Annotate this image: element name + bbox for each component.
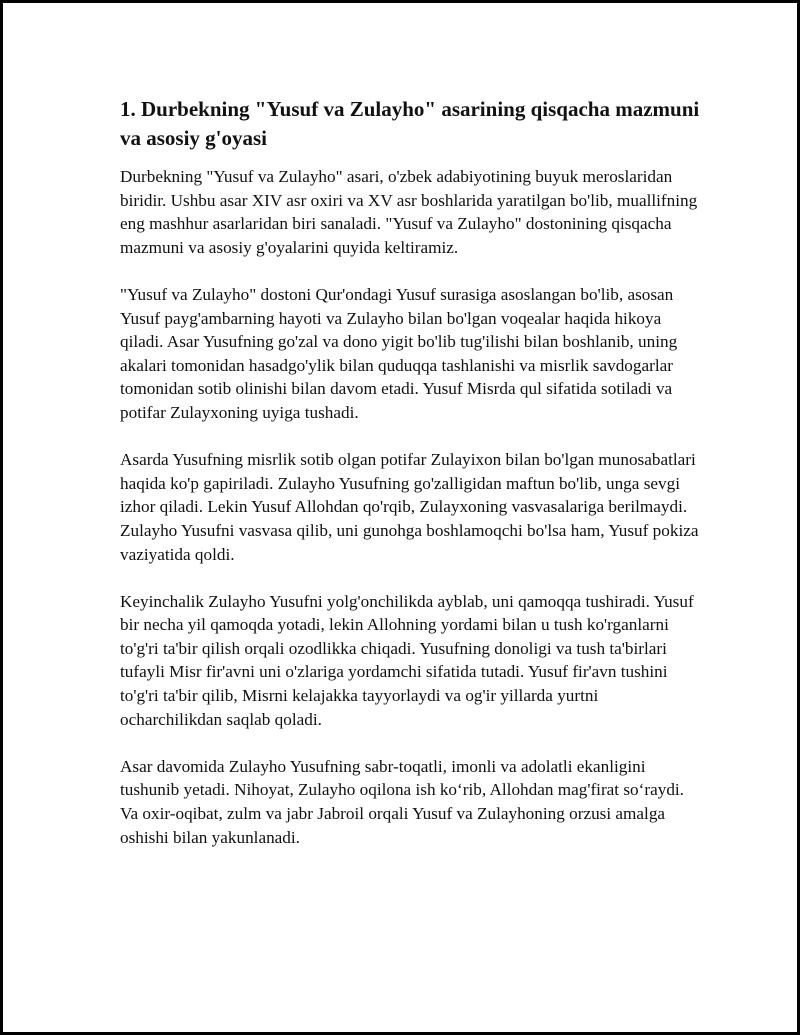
document-body — [120, 95, 700, 873]
paragraph-relations: Asarda Yusufning misrlik sotib olgan potifar Zulayixon bilan bo'lgan munosabatlari haqida ko'p gapiriladi. Zulayho Yusufning go'zalligidan maftun bo'lib, unga sevgi izhor qiladi. Lekin Yusuf Allohdan qo'rqib, Zulayxoning vasvasalariga berilmaydi. Zulayho Yusufni vasvasa qilib, uni gunohga boshlamoqchi bo'lsa ham, Yusuf pokiza vaziyatida qoldi. — [120, 450, 699, 564]
paragraph-intro: Durbekning "Yusuf va Zulayho" asari, o'zbek adabiyotining buyuk meroslaridan biridir. Ushbu asar XIV asr oxiri va XV asr boshlarida yaratilgan bo'lib, muallifning eng mashhur asarlaridan biri sanaladi. "Yusuf va Zulayho" dostonining qisqacha mazmuni va asosiy g'oyalarini quyida keltiramiz. — [120, 167, 698, 257]
paragraph-summary: "Yusuf va Zulayho" dostoni Qur'ondagi Yusuf surasiga asoslangan bo'lib, asosan Yusuf payg'ambarning hayoti va Zulayho bilan bo'lgan voqealar haqida hikoya qiladi. Asar Yusufning go'zal va dono yigit bo'lib tug'ilishi bilan boshlanib, uning akalari tomonidan hasadgo'ylik bilan quduqqa tashlanishi va misrlik savdogarlar tomonidan sotib olinishi bilan davom etadi. Yusuf Misrda qul sifatida sotiladi va potifar Zulayxoning uyiga tushadi. — [120, 284, 678, 422]
section-heading: 1. Durbekning "Yusuf va Zulayho" asarining qisqacha mazmuni va asosiy g'oyasi — [120, 97, 700, 150]
paragraph-prison: Keyinchalik Zulayho Yusufni yolg'onchilikda ayblab, uni qamoqqa tushiradi. Yusuf bir necha yil qamoqda yotadi, lekin Allohning yordami bilan u tush ko'rganlarni to'g'ri ta'bir qilish orqali ozodlikka chiqadi. Yusufning donoligi va tush ta'birlari tufayli Misr fir'avni uni o'zlariga yordamchi sifatida tutadi. Yusuf fir'avn tushini to'g'ri ta'bir qilib, Misrni kelajakka tayyorlaydi va og'ir yillarda yurtni ocharchilikdan saqlab qoladi. — [120, 591, 694, 729]
paragraph-conclusion: Asar davomida Zulayho Yusufning sabr-toqatli, imonli va adolatli ekanligini tushunib yetadi. Nihoyat, Zulayho oqilona ish ko‘rib, Allohdan mag'firat so‘raydi. Va oxir-oqibat, zulm va jabr Jabroil orqali Yusuf va Zulayhoning orzusi amalga oshishi bilan yakunlanadi. — [120, 756, 684, 847]
